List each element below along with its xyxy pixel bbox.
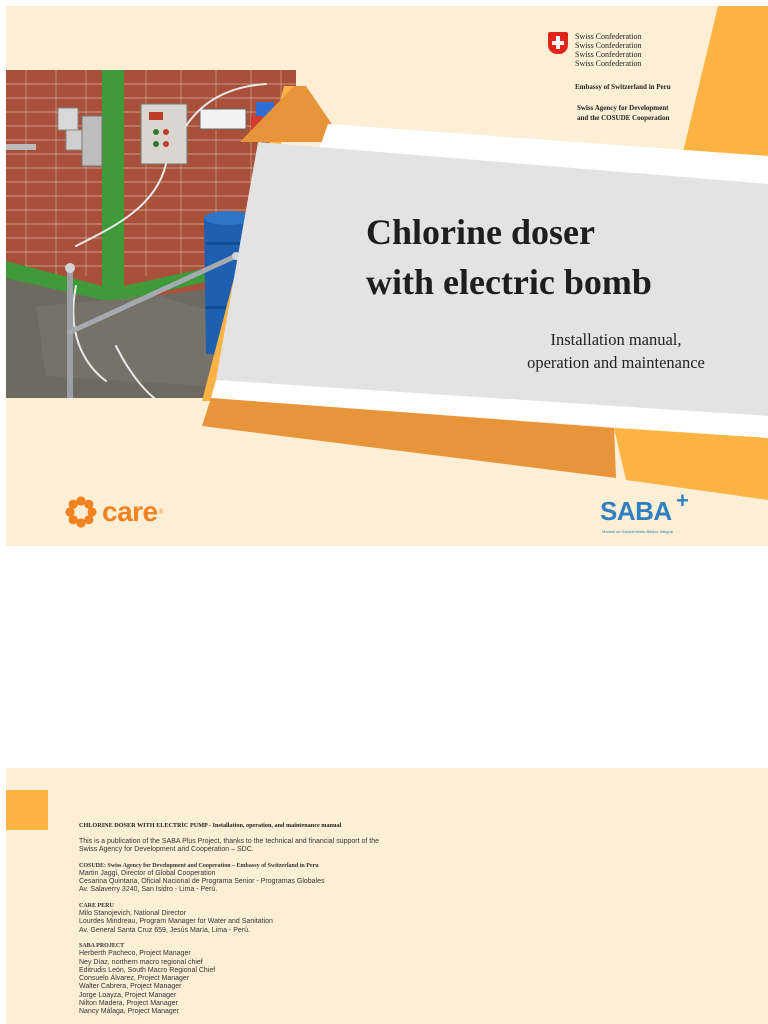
saba-plus-icon: +	[676, 488, 689, 513]
credits-line: Ney Díaz, northern macro regional chief	[79, 958, 203, 966]
confederation-lines	[575, 32, 641, 68]
care-wordmark: care	[102, 496, 158, 527]
credits-line: Nilton Madera, Project Manager	[79, 1000, 178, 1008]
care-logo	[64, 491, 164, 533]
credits-section-cosude	[79, 862, 679, 895]
credits-line: Editrudis León, South Macro Regional Chief	[79, 966, 216, 974]
cover-title-line: Chlorine doser	[366, 212, 595, 252]
confederation-line: Swiss Confederation	[575, 32, 642, 41]
swiss-flag-icon	[548, 32, 568, 54]
orange-tab-marker	[6, 790, 48, 830]
credits-line: Nancy Málaga, Project Manager	[79, 1008, 179, 1016]
confederation-line: Swiss Confederation	[575, 50, 642, 59]
credits-section-care	[79, 902, 679, 935]
saba-logo	[600, 488, 710, 540]
confederation-line: Swiss Confederation	[575, 41, 642, 50]
cover-page	[6, 6, 768, 546]
credits-line: Consuelo Álvarez, Project Manager	[79, 975, 190, 983]
credits-line: Herberth Pacheco, Project Manager	[79, 950, 191, 958]
cover-title	[366, 207, 652, 307]
credits-section-title: CARE PERU	[79, 902, 114, 909]
credits-body	[79, 838, 679, 1017]
agency-line: Swiss Agency for Development	[577, 104, 669, 112]
care-flower-icon	[64, 495, 98, 529]
light-orange-band-bottom	[614, 428, 768, 500]
embassy-label: Embassy of Switzerland in Peru	[575, 83, 671, 91]
cover-title-line: with electric bomb	[366, 262, 652, 302]
credits-line: Lourdes Mindreau, Program Manager for Water and Sanitation	[79, 918, 273, 926]
agency-label	[577, 103, 669, 123]
top-right-stripe	[682, 6, 768, 156]
care-registered-mark: ®	[158, 508, 164, 516]
credits-heading: CHLORINE DOSER WITH ELECTRIC PUMP - Installation, operation, and maintenance manual	[79, 822, 342, 829]
credits-line: Av. General Santa Cruz 659, Jesús María, Lima - Perú.	[79, 926, 250, 934]
credits-line: Jorge Loayza, Project Manager	[79, 991, 177, 999]
credits-line: Martin Jaggi, Director of Global Cooperation	[79, 869, 216, 877]
saba-tagline: Modelo de Saneamiento Básico Integral	[602, 529, 673, 534]
confederation-line: Swiss Confederation	[575, 59, 642, 68]
credits-intro-line: This is a publication of the SABA Plus Project, thanks to the technical and financial support of the	[79, 838, 380, 845]
credits-line: Cesarina Quintana, Oficial Nacional de Programa Senior - Programas Globales	[79, 878, 325, 886]
cover-subtitle-line: Installation manual,	[550, 330, 682, 349]
credits-line: Milo Stanojevich, National Director	[79, 910, 186, 918]
credits-section-title: COSUDE: Swiss Agency for Development and Cooperation – Embassy of Switzerland in Peru	[79, 862, 319, 869]
saba-wordmark: SABA	[600, 496, 672, 526]
credits-line: Av. Salaverry 3240, San Isidro - Lima - Perú.	[79, 886, 218, 894]
cover-subtitle	[506, 328, 726, 374]
cover-subtitle-line: operation and maintenance	[527, 353, 705, 372]
credits-section-saba	[79, 942, 679, 1017]
credits-intro	[79, 838, 679, 855]
agency-line: and the COSUDE Cooperation	[577, 114, 670, 122]
credits-line: Walter Cabrera, Project Manager	[79, 983, 182, 991]
credits-intro-line: Swiss Agency for Development and Cooperation – SDC.	[79, 846, 254, 854]
credits-section-title: SABA PROJECT	[79, 942, 125, 949]
credits-page	[6, 768, 768, 1024]
